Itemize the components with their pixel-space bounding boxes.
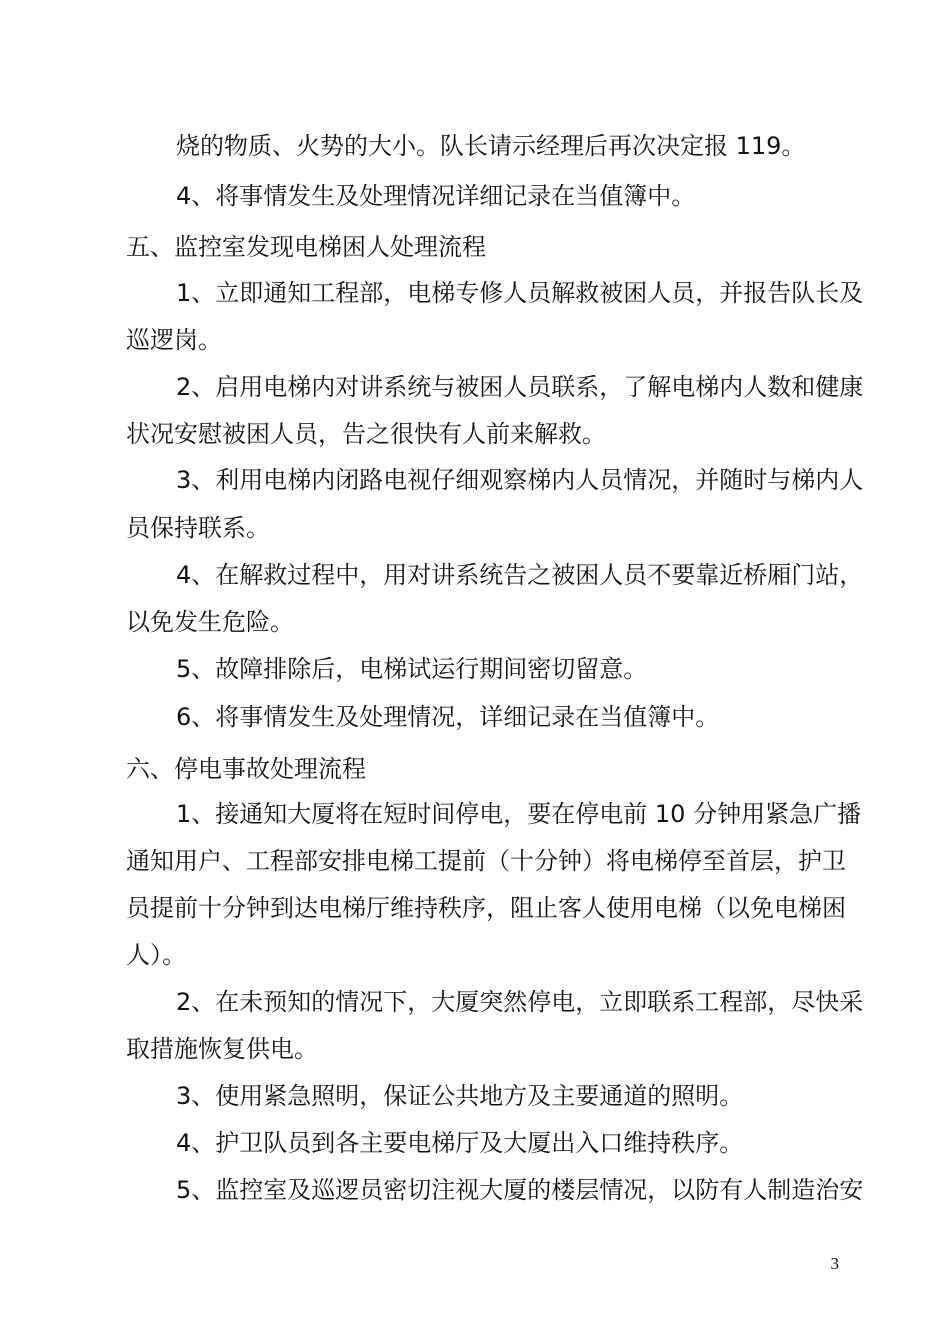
text-line-elevator-step-5: 5、故障排除后，电梯试运行期间密切留意。 [176, 655, 648, 683]
text-line-power-step-4: 4、护卫队员到各主要电梯厅及大厦出入口维持秩序。 [176, 1129, 744, 1157]
text-line-power-step-5: 5、监控室及巡逻员密切注视大厦的楼层情况，以防有人制造治安 [176, 1176, 864, 1204]
text-line-power-step-1a: 1、接通知大厦将在短时间停电，要在停电前 10 分钟用紧急广播 [176, 800, 862, 828]
text-line-elevator-step-4b: 以免发生危险。 [126, 608, 294, 636]
text-line-elevator-step-3b: 员保持联系。 [126, 514, 270, 542]
text-line-elevator-step-4a: 4、在解救过程中，用对讲系统告之被困人员不要靠近桥厢门站， [176, 561, 864, 589]
text-line-elevator-step-1b: 巡逻岗。 [126, 326, 222, 354]
text-line-elevator-step-6: 6、将事情发生及处理情况，详细记录在当值簿中。 [176, 703, 720, 731]
text-line-continuation-fire-report: 烧的物质、火势的大小。队长请示经理后再次决定报 119。 [176, 132, 806, 160]
page-number: 3 [830, 1254, 839, 1273]
text-line-elevator-step-2a: 2、启用电梯内对讲系统与被困人员联系，了解电梯内人数和健康 [176, 373, 864, 401]
text-line-power-step-1b: 通知用户、工程部安排电梯工提前（十分钟）将电梯停至首层，护卫 [126, 847, 846, 875]
section-heading-elevator-entrapment: 五、监控室发现电梯困人处理流程 [126, 233, 486, 261]
text-line-elevator-step-1a: 1、立即通知工程部，电梯专修人员解救被困人员，并报告队长及 [176, 279, 864, 307]
text-line-power-step-1c: 员提前十分钟到达电梯厅维持秩序，阻止客人使用电梯（以免电梯困 [126, 894, 846, 922]
text-line-power-step-2a: 2、在未预知的情况下，大厦突然停电，立即联系工程部，尽快采 [176, 988, 864, 1016]
text-line-power-step-1d: 人）。 [126, 941, 186, 969]
section-heading-power-outage: 六、停电事故处理流程 [126, 755, 366, 783]
text-line-power-step-2b: 取措施恢复供电。 [126, 1035, 318, 1063]
text-line-fire-record: 4、将事情发生及处理情况详细记录在当值簿中。 [176, 182, 696, 210]
text-line-elevator-step-2b: 状况安慰被困人员，告之很快有人前来解救。 [126, 420, 606, 448]
text-line-power-step-3: 3、使用紧急照明，保证公共地方及主要通道的照明。 [176, 1082, 744, 1110]
text-line-elevator-step-3a: 3、利用电梯内闭路电视仔细观察梯内人员情况，并随时与梯内人 [176, 466, 864, 494]
